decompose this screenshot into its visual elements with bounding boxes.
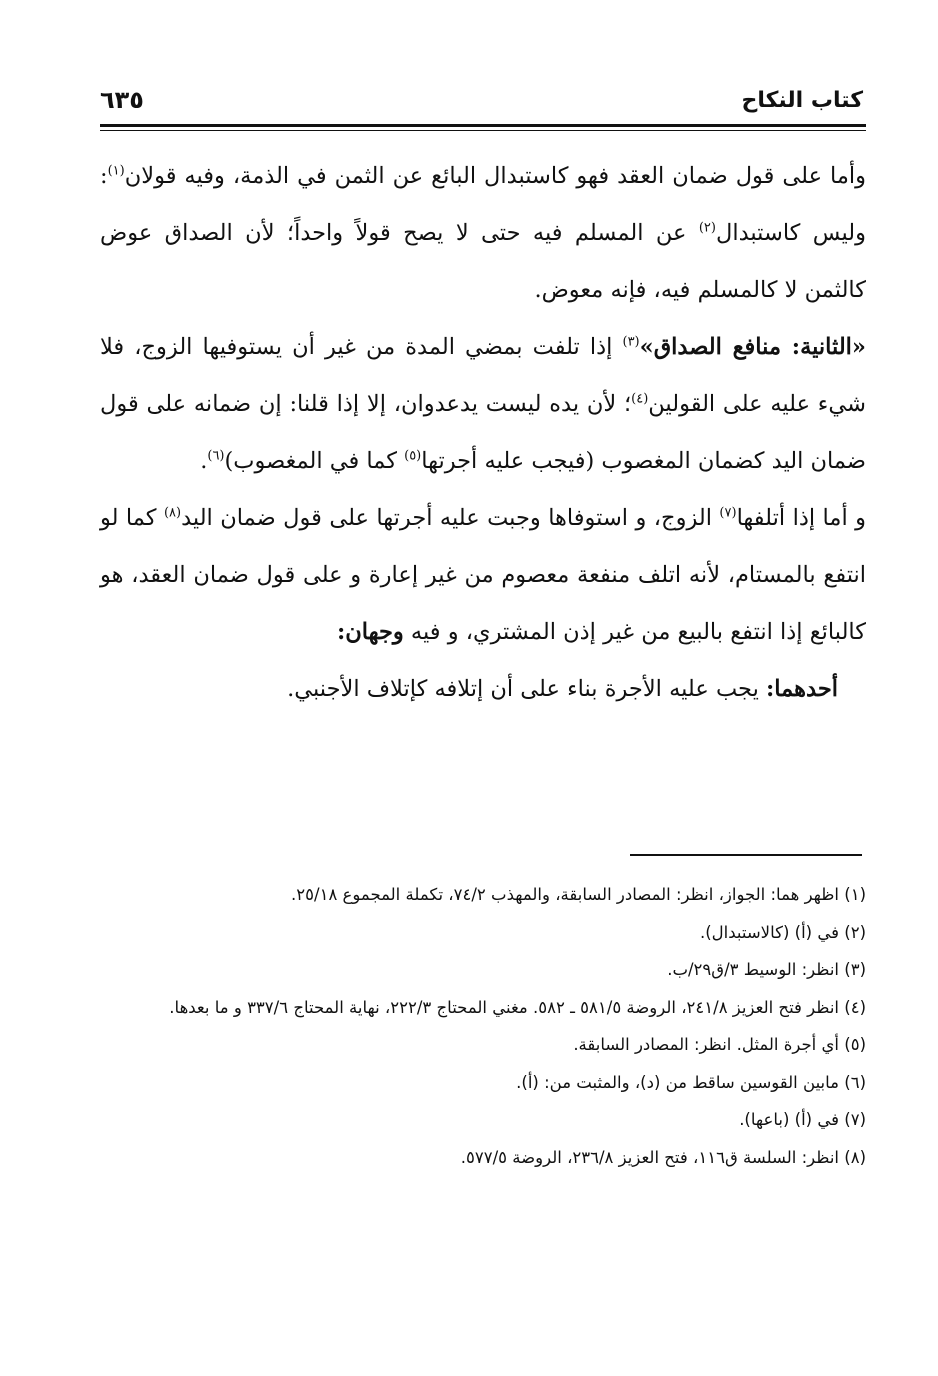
footnote: (١) اظهر هما: الجواز، انظر: المصادر السابقة، والمهذب ٧٤/٢، تكملة المجموع ٢٥/١٨. [291,885,866,904]
paragraph-1: وأما على قول ضمان العقد فهو كاستبدال البائع عن الثمن في الذمة، وفيه قولان$^{(١)}$: وليس كاستبدال$^{(٢)}$ عن المسلم فيه حتى لا يصح قولاً واحداً؛ لأن الصداق عوض كالثمن لا كالمسلم فيه، فإنه معوض. [100,163,866,303]
header-rule-thick [100,124,866,127]
footnote: (٢) في (أ) (كالاستبدال). [699,922,866,942]
page-header [100,88,863,122]
footnote: (٦) مابين القوسين ساقط من (د)، والمثبت من: (أ). [516,1072,866,1092]
footnote-ref-4: (٤) [631,391,649,407]
footnote-ref-5: (٥) [404,448,422,464]
footnote: (٧) في (أ) (باعها). [739,1110,866,1129]
running-title: كتاب النكاح [741,88,863,113]
footnote: (٤) انظر فتح العزيز ٢٤١/٨، الروضة ٥٨١/٥ ـ ٥٨٢. مغني المحتاج ٢٢٢/٣، نهاية المحتاج ٣٣٧/٦ و ما بعدها. [169,997,866,1017]
footnote-ref-3: (٣) [622,334,640,350]
footnote: (٨) انظر: السلسة ق١١٦، فتح العزيز ٢٣٦/٨، الروضة ٥٧٧/٥. [460,1147,866,1167]
footnote-ref-8: (٨) [163,505,182,521]
paragraph-4: أحدهما: يجب عليه الأجرة بناء على أن إتلافه كإتلاف الأجنبي. [287,676,838,702]
footnote-ref-7: (٧) [719,505,737,521]
bold-label: وجهان: [336,619,404,645]
paragraph-3: و أما إذا أتلفها$^{(٧)}$ الزوج، و استوفاها وجبت عليه أجرتها على قول ضمان اليد$^{(٨)}$ كما لو انتفع بالمستام، لأنه اتلف منفعة معصوم من غير إعارة و على قول ضمان العقد، هو كالبائع إذا انتفع بالبيع من غير إذن المشتري، و فيه وجهان: [100,505,867,645]
footnote-separator [630,854,862,856]
footnote-ref-1: (١) [107,163,125,179]
footnote-ref-6: (٦) [207,448,225,464]
footnotes [100,876,866,1176]
bold-label: أحدهما: [765,676,838,702]
page-number: ٦٣٥ [100,86,144,114]
footnote: (٣) انظر: الوسيط ٣/ق٢٩/ب. [667,960,866,979]
section-heading: «الثانية: منافع الصداق» [639,334,866,360]
header-rule-thin [100,130,866,131]
footnote: (٥) أي أجرة المثل. انظر: المصادر السابقة. [573,1035,866,1054]
main-text [100,148,866,718]
footnote-ref-2: (٢) [698,220,716,236]
paragraph-2: «الثانية: منافع الصداق»$^{(٣)}$ إذا تلفت بمضي المدة من غير أن يستوفيها الزوج، فلا شيء عليه على القولين$^{(٤)}$؛ لأن يده ليست يدعدوان، إلا إذا قلنا: إن ضمانه على قول ضمان اليد كضمان المغصوب (فيجب عليه أجرتها$^{(٥)}$ كما في المغصوب)$^{(٦)}$. [100,334,866,474]
